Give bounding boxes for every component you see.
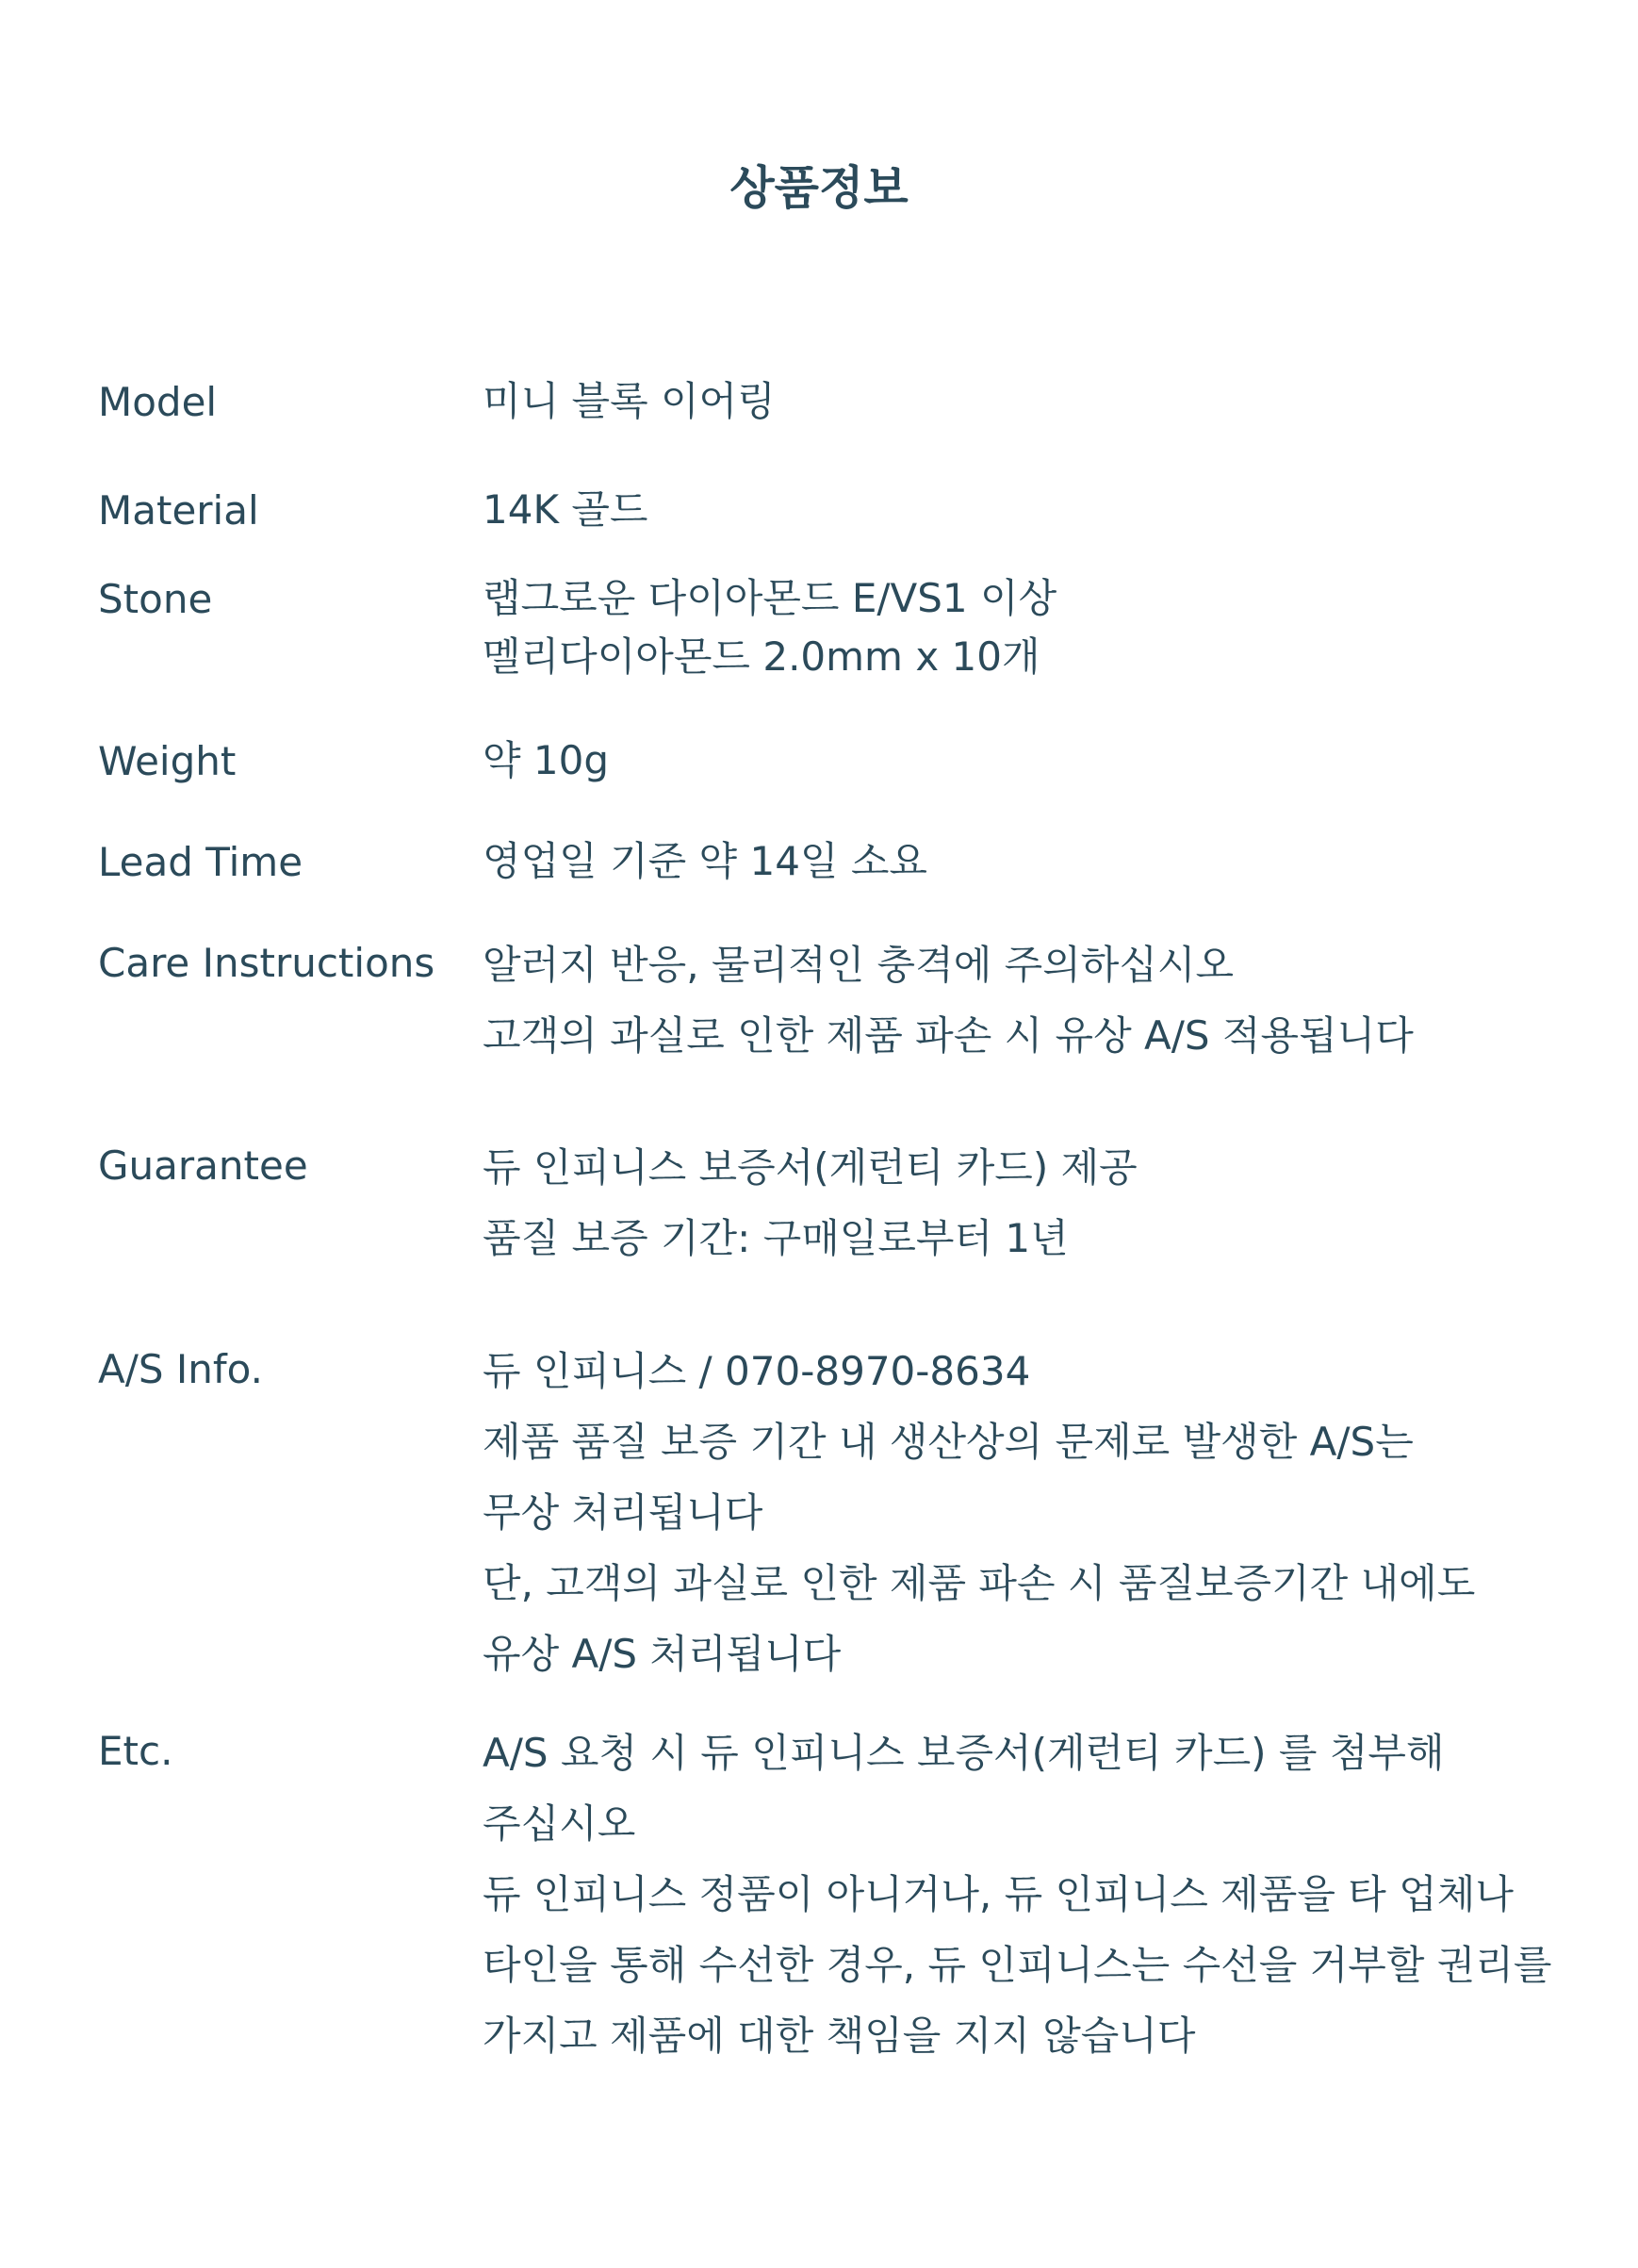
stone-label: Stone [98,576,213,622]
page-title: 상품정보 [729,161,909,215]
as-info-value-line: 유상 A/S 처리됩니다 [483,1631,842,1677]
material-value [483,481,647,539]
etc-value-line: 타인을 통해 수선한 경우, 듀 인피니스는 수선을 거부할 권리를 [483,1942,1552,1988]
care-value-line: 고객의 과실로 인한 제품 파손 시 유상 A/S 적용됩니다 [483,1012,1414,1059]
as-info-value-line: 단, 고객의 과실로 인한 제품 파손 시 품질보증기간 내에도 [483,1560,1476,1606]
weight-value [483,731,609,790]
guarantee-value-line: 듀 인피니스 보증서(게런티 카드) 제공 [483,1144,1138,1191]
weight-label: Weight [98,738,237,784]
care-label: Care Instructions [98,940,435,986]
guarantee-value [483,1132,1138,1274]
etc-label: Etc. [98,1728,173,1774]
weight-value-line: 약 10g [483,737,610,783]
etc-value-line: 듀 인피니스 정품이 아니거나, 듀 인피니스 제품을 타 업체나 [483,1871,1514,1917]
as-info-value [483,1336,1475,1689]
etc-value-line: 주십시오 [483,1800,636,1847]
etc-value [483,1717,1551,2071]
guarantee-value-line: 품질 보증 기간: 구매일로부터 1년 [483,1215,1069,1261]
material-label: Material [98,487,259,534]
model-label: Model [98,379,218,425]
as-info-value-line: 무상 처리됩니다 [483,1489,763,1536]
etc-value-line: A/S 요청 시 듀 인피니스 보증서(게런티 카드) 를 첨부해 [483,1730,1445,1776]
model-value [483,372,776,431]
lead-time-value [483,832,927,891]
lead-time-value-line: 영업일 기준 약 14일 소요 [483,838,927,884]
guarantee-label: Guarantee [98,1142,308,1189]
as-info-label: A/S Info. [98,1346,263,1392]
as-info-value-line: 듀 인피니스 / 070-8970-8634 [483,1348,1031,1394]
stone-value [483,569,1057,686]
care-value [483,929,1414,1071]
lead-time-label: Lead Time [98,839,303,885]
material-value-line: 14K 골드 [483,486,648,533]
etc-value-line: 가지고 제품에 대한 책임을 지지 않습니다 [483,2013,1196,2059]
stone-value-line: 랩그로운 다이아몬드 E/VS1 이상 [483,575,1057,621]
care-value-line: 알러지 반응, 물리적인 충격에 주의하십시오 [483,942,1235,988]
stone-value-line: 멜리다이아몬드 2.0mm x 10개 [483,633,1040,680]
as-info-value-line: 제품 품질 보증 기간 내 생산상의 문제로 발생한 A/S는 [483,1419,1414,1465]
model-value-line: 미니 블록 이어링 [483,378,776,424]
